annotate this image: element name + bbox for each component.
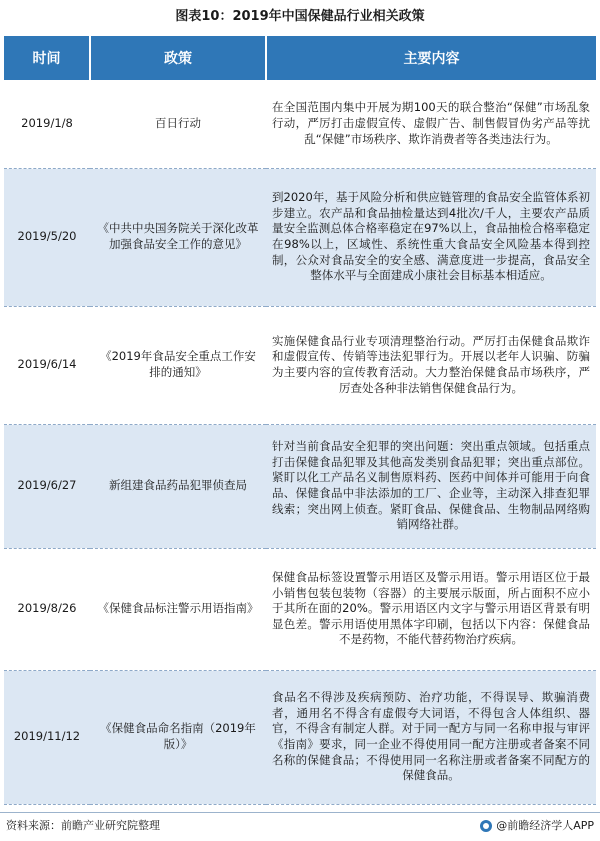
footer	[0, 812, 600, 841]
row-policy: 百日行动	[90, 80, 266, 168]
row-time: 2019/8/26	[4, 548, 90, 670]
row-content: 实施保健食品行业专项清理整治行动。严厉打击保健食品欺诈和虚假宣传、传销等违法犯罪行为。开展以老年人识骗、防骗为主要内容的宣传教育活动。大力整治保健食品市场秩序，严厉查处各种非法销售保健食品行为。	[266, 306, 596, 424]
row-content: 食品名不得涉及疾病预防、治疗功能，不得误导、欺骗消费者，通用名不得含有虚假夸大词语，不得包含人体组织、器官，不得含有制定人群。对于同一配方与同一名称申报与审评《指南》要求，同一企业不得使用同一配方注册或者备案不同名称的保健食品；不得使用同一名称注册或者备案不同配方的保健食品。	[266, 670, 596, 804]
header-content: 主要内容	[266, 36, 596, 80]
chart-title: 图表10：2019年中国保健品行业相关政策	[175, 9, 425, 24]
brand-text: @前瞻经济学人APP	[496, 819, 594, 832]
row-content: 到2020年，基于风险分析和供应链管理的食品安全监管体系初步建立。农产品和食品抽检量达到4批次/千人，主要农产品质量安全监测总体合格率稳定在97%以上，食品抽检合格率稳定在98%以上，区域性、系统性重大食品安全风险基本得到控制，公众对食品安全的安全感、满意度进一步提高，食品安全整体水平与全面建成小康社会目标基本相适应。	[266, 168, 596, 306]
row-content: 在全国范围内集中开展为期100天的联合整治“保健”市场乱象行动，严厉打击虚假宣传、虚假广告、制售假冒伪劣产品等扰乱“保健”市场秩序、欺诈消费者等各类违法行为。	[266, 80, 596, 168]
table-row	[4, 670, 596, 804]
policy-table	[4, 36, 596, 805]
row-content: 保健食品标签设置警示用语区及警示用语。警示用语区位于最小销售包装包装物（容器）的主要展示版面，所占面积不应小于其所在面的20%。警示用语区内文字与警示用语区背景有明显色差。警示用语使用黑体字印刷，包括以下内容：保健食品不是药物，不能代替药物治疗疾病。	[266, 548, 596, 670]
row-time: 2019/11/12	[4, 670, 90, 804]
header-policy: 政策	[90, 36, 266, 80]
table-header-row	[4, 36, 596, 80]
brand-label	[480, 813, 594, 839]
row-time: 2019/5/20	[4, 168, 90, 306]
row-time: 2019/1/8	[4, 80, 90, 168]
row-time: 2019/6/27	[4, 424, 90, 548]
row-policy: 新组建食品药品犯罪侦查局	[90, 424, 266, 548]
row-time: 2019/6/14	[4, 306, 90, 424]
table-row	[4, 168, 596, 306]
row-policy: 《中共中央国务院关于深化改革加强食品安全工作的意见》	[90, 168, 266, 306]
table-row	[4, 80, 596, 168]
row-policy: 《2019年食品安全重点工作安排的通知》	[90, 306, 266, 424]
source-note: 资料来源：前瞻产业研究院整理	[6, 819, 160, 832]
row-content: 针对当前食品安全犯罪的突出问题：突出重点领域。包括重点打击保健食品犯罪及其他高发类别食品犯罪；突出重点部位。紧盯以化工产品名义制售原料药、医药中间体并可能用于向食品、保健食品中非法添加的工厂、企业等，主动深入排查犯罪线索；突出网上侦查。紧盯食品、保健食品、生物制品网络购销网络社群。	[266, 424, 596, 548]
table-row	[4, 424, 596, 548]
row-policy: 《保健食品标注警示用语指南》	[90, 548, 266, 670]
table-row	[4, 548, 596, 670]
brand-logo-icon	[480, 820, 492, 832]
table-row	[4, 306, 596, 424]
row-policy: 《保健食品命名指南（2019年版）》	[90, 670, 266, 804]
header-time: 时间	[4, 36, 90, 80]
